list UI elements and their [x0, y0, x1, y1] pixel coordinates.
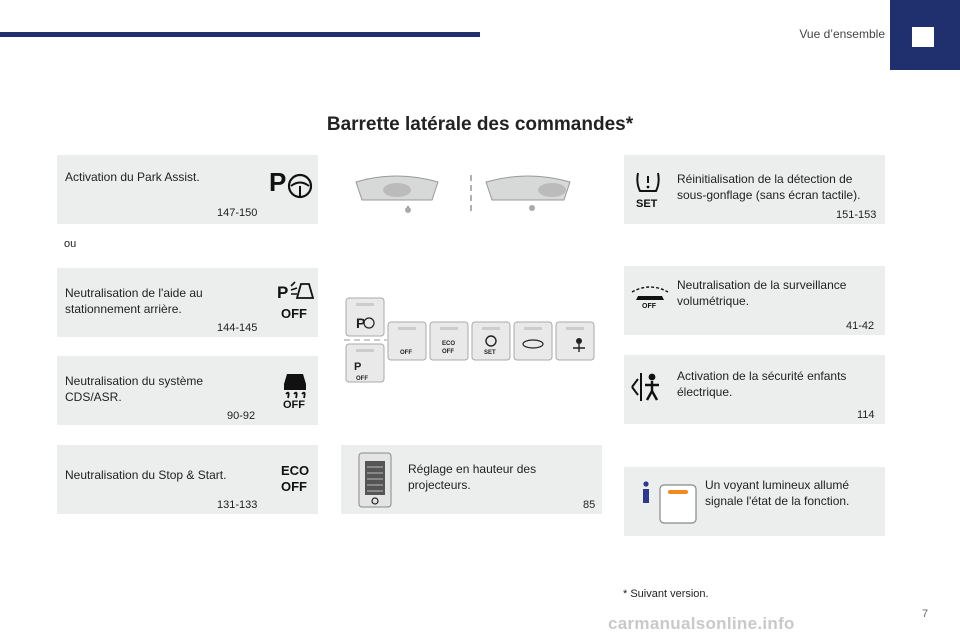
info-note — [624, 467, 885, 536]
svg-text:ECO: ECO — [281, 463, 310, 478]
item-text: Activation de la sécurité enfants électrique. — [677, 369, 847, 399]
item-text: Neutralisation du système CDS/ASR. — [65, 374, 204, 404]
svg-text:OFF: OFF — [283, 399, 305, 410]
svg-text:OFF: OFF — [642, 303, 656, 308]
svg-text:OFF: OFF — [442, 349, 454, 355]
page-corner-tab — [890, 0, 960, 70]
steering-wheel-right-icon — [486, 176, 570, 211]
svg-text:OFF: OFF — [281, 306, 307, 321]
section-title: Vue d’ensemble — [799, 27, 885, 41]
steering-wheel-left-icon — [356, 176, 438, 213]
watermark: carmanualsonline.info — [608, 614, 795, 633]
item-pages: 151-153 — [836, 209, 877, 221]
svg-text:P: P — [356, 315, 366, 331]
indicator-lamp-icon — [658, 475, 698, 525]
item-pages: 114 — [857, 409, 875, 421]
info-text: Un voyant lumineux allumé signale l'état de la fonction. — [705, 478, 850, 508]
item-text: Réinitialisation de la détection de sous-gonflage (sans écran tactile). — [677, 172, 861, 202]
footnote: * Suivant version. — [623, 588, 709, 600]
svg-text:SET: SET — [636, 198, 658, 210]
page-title: Barrette latérale des commandes* — [326, 114, 634, 135]
park-assist-icon — [267, 165, 315, 201]
esp-off-icon — [279, 370, 311, 410]
svg-text:P: P — [277, 283, 289, 302]
item-pages: 147-150 — [217, 207, 258, 219]
eco-off-icon — [279, 461, 315, 495]
parking-sensor-off-icon — [275, 280, 315, 322]
headlamp-dial-icon — [357, 451, 393, 509]
child-lock-icon — [630, 369, 664, 403]
item-pages: 41-42 — [846, 320, 875, 332]
item-text: Réglage en hauteur des projecteurs. — [408, 462, 537, 492]
corner-square — [912, 27, 934, 47]
svg-text:P: P — [354, 361, 362, 373]
alarm-off-icon — [630, 284, 670, 308]
item-cds-asr — [57, 356, 318, 425]
item-pages: 144-145 — [217, 322, 258, 334]
item-tyre-reset — [624, 155, 885, 224]
item-pages: 131-133 — [217, 499, 258, 511]
svg-text:ECO: ECO — [442, 341, 456, 347]
item-child-safety — [624, 355, 885, 424]
svg-text:OFF: OFF — [356, 376, 368, 382]
item-text: Neutralisation de la surveillance volumétrique. — [677, 278, 847, 308]
info-icon — [637, 481, 655, 503]
item-text: Neutralisation du Stop & Start. — [65, 468, 227, 482]
header-bar — [0, 32, 480, 37]
item-park-assist — [57, 155, 318, 224]
svg-text:SET: SET — [484, 350, 496, 356]
item-pages: 85 — [583, 499, 596, 511]
item-stop-start — [57, 445, 318, 514]
page-number: 7 — [922, 608, 929, 620]
item-text: Activation du Park Assist. — [65, 170, 200, 184]
park-letter: P — [269, 167, 287, 197]
svg-text:OFF: OFF — [281, 479, 307, 494]
svg-text:OFF: OFF — [400, 350, 412, 356]
item-text: Neutralisation de l'aide au stationnement arrière. — [65, 286, 203, 316]
item-pages: 90-92 — [227, 410, 256, 422]
switch-panel — [344, 298, 594, 382]
item-parking-aid — [57, 268, 318, 337]
console-diagram — [342, 160, 602, 410]
or-label: ou — [64, 238, 77, 250]
tyre-pressure-icon — [634, 169, 662, 211]
item-volumetric-monitoring — [624, 266, 885, 335]
item-headlamp-adjust — [341, 445, 602, 514]
